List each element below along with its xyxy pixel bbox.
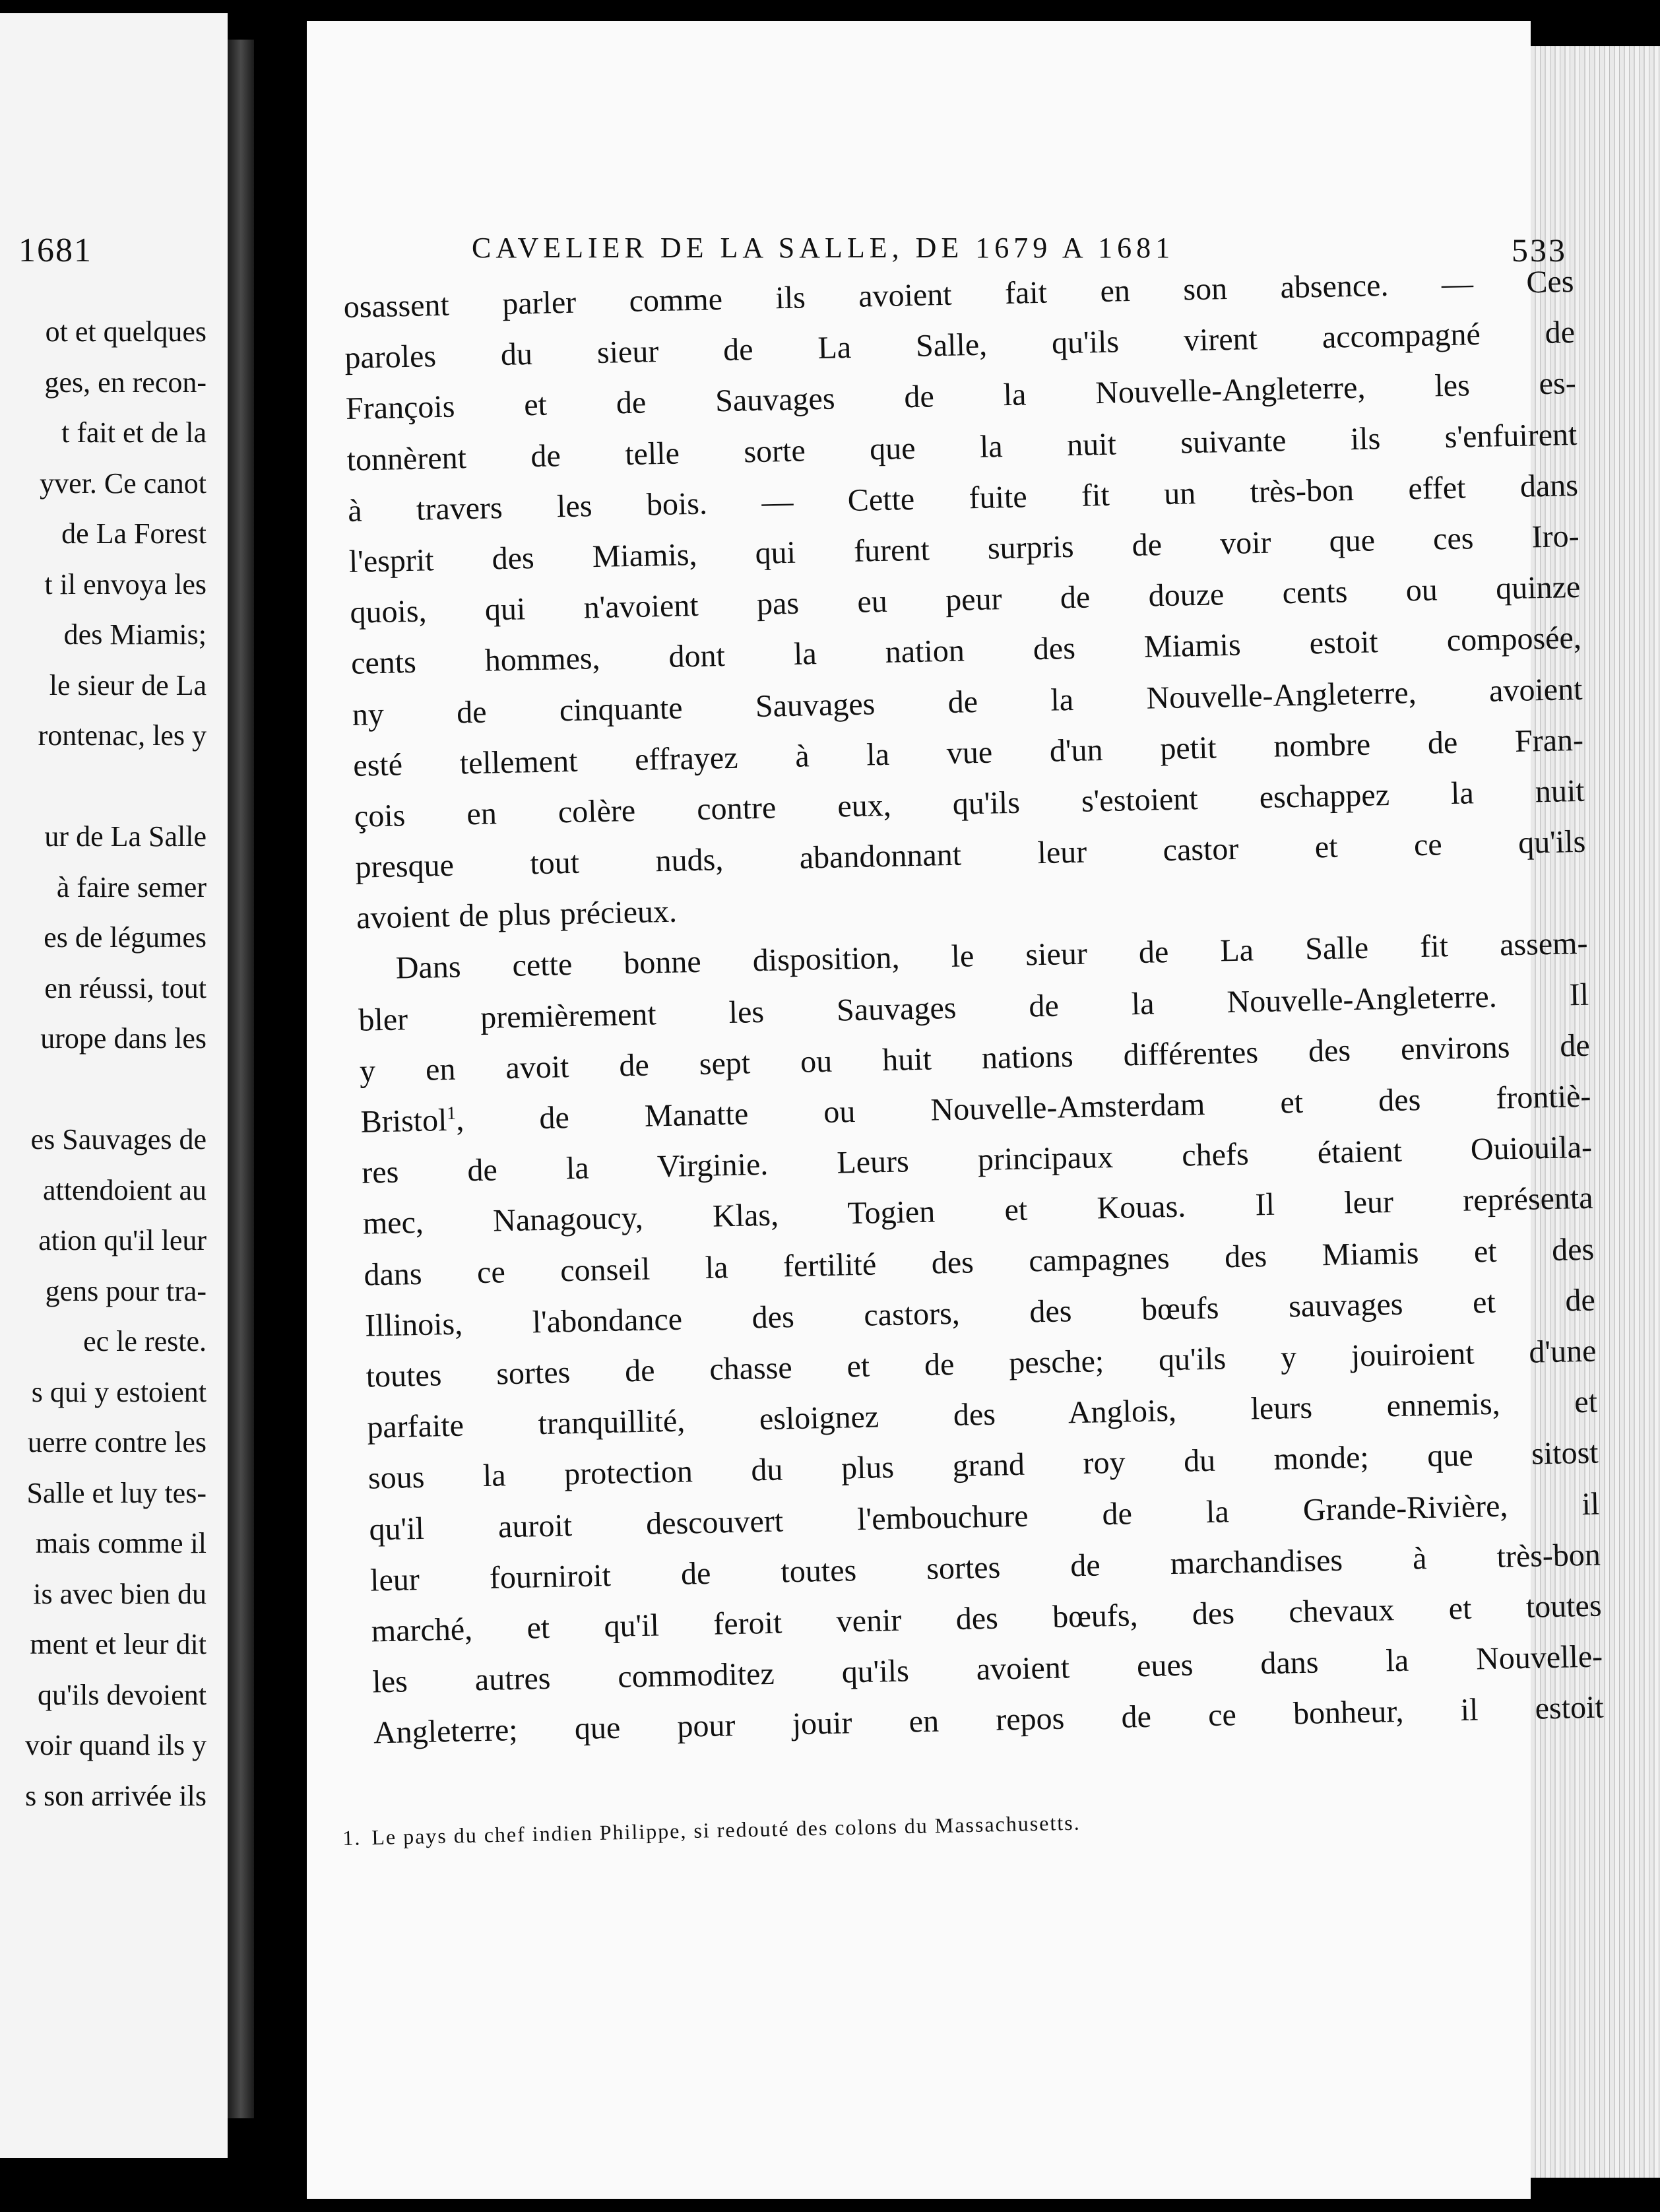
text-line: quois, qui n'avoient pas eu peur de douze cents ou quinze	[349, 569, 1581, 631]
previous-page-line: s qui y estoient	[31, 1375, 207, 1408]
text-line: y en avoit de sept ou huit nations différentes des environs de	[359, 1027, 1591, 1089]
previous-page-line: urope dans les	[40, 1022, 207, 1055]
text-line: Illinois, l'abondance des castors, des bœufs sauvages et de	[364, 1282, 1596, 1344]
previous-page-line: s son arrivée ils	[25, 1779, 207, 1812]
previous-page-line: à faire semer	[56, 870, 207, 903]
text-line: sous la protection du plus grand roy du monde; que sitost	[367, 1435, 1599, 1496]
previous-page-line: Salle et luy tes-	[26, 1476, 207, 1509]
previous-page-line: le sieur de La	[49, 668, 207, 701]
line-start: Bristol	[360, 1102, 447, 1140]
previous-page-line	[0, 762, 207, 812]
text-line: avoient de plus précieux.	[356, 894, 678, 936]
previous-page-line	[0, 1064, 207, 1115]
text-line: toutes sortes de chasse et de pesche; qu'ils y jouiroient d'une	[366, 1333, 1597, 1394]
text-line: osassent parler comme ils avoient fait en son absence. — Ces	[343, 263, 1574, 325]
previous-page-line: es Sauvages de	[30, 1123, 207, 1155]
previous-page-line: attendoient au	[42, 1173, 207, 1206]
body-text	[343, 256, 1604, 1759]
text-line: esté tellement effrayez à la vue d'un petit nombre de Fran-	[352, 722, 1584, 783]
text-line: Dans cette bonne disposition, le sieur de La Salle fit assem-	[395, 926, 1588, 986]
previous-page-line: yver. Ce canot	[40, 467, 207, 500]
page-number: 533	[1512, 232, 1567, 269]
text-line: à travers les bois. — Cette fuite fit un très-bon effet dans	[347, 467, 1579, 529]
previous-page-line: ec le reste.	[83, 1325, 207, 1357]
text-line: bler premièrement les Sauvages de la Nouvelle-Angleterre. Il	[358, 977, 1589, 1038]
previous-page-line: qu'ils devoient	[37, 1678, 207, 1711]
previous-page-line: rontenac, les y	[38, 719, 207, 752]
text-line: marché, et qu'il feroit venir des bœufs, des chevaux et toutes	[371, 1588, 1602, 1649]
text-line: leur fourniroit de toutes sortes de marchandises à très-bon	[369, 1537, 1601, 1598]
text-line: cents hommes, dont la nation des Miamis estoit composée,	[350, 620, 1582, 682]
previous-page-line: en réussi, tout	[44, 971, 207, 1004]
previous-page-line: ur de La Salle	[44, 820, 207, 853]
previous-page-line: mais comme il	[35, 1527, 207, 1559]
text-line: les autres commoditez qu'ils avoient eues dans la Nouvelle-	[371, 1639, 1603, 1700]
previous-page-line: voir quand ils y	[25, 1729, 207, 1761]
previous-page-line: ment et leur dit	[30, 1628, 207, 1660]
line-rest: , de Manatte ou Nouvelle-Amsterdam et des frontiè-	[455, 1078, 1591, 1138]
text-line: ny de cinquante Sauvages de la Nouvelle-Angleterre, avoient	[352, 671, 1583, 732]
footnote-number: 1.	[342, 1825, 362, 1850]
book-gutter	[228, 40, 254, 2118]
text-line: qu'il auroit descouvert l'embouchure de la Grande-Rivière, il	[369, 1486, 1600, 1547]
text-line: François et de Sauvages de la Nouvelle-Angleterre, les es-	[345, 366, 1577, 427]
text-line: Angleterre; que pour jouir en repos de ce bonheur, il estoit	[373, 1689, 1605, 1751]
previous-page-text	[0, 307, 207, 1821]
previous-page-line: des Miamis;	[63, 618, 207, 651]
text-line: paroles du sieur de La Salle, qu'ils virent accompagné de	[344, 315, 1576, 376]
previous-page-line: es de légumes	[44, 921, 207, 954]
previous-page-line: is avec bien du	[33, 1577, 207, 1610]
text-line: çois en colère contre eux, qu'ils s'estoient eschappez la nuit	[354, 773, 1585, 834]
running-title: CAVELIER DE LA SALLE, DE 1679 A 1681	[472, 232, 1175, 264]
previous-page-line: ation qu'il leur	[38, 1224, 207, 1256]
current-page	[307, 21, 1605, 2199]
previous-page-line: t fait et de la	[61, 416, 207, 449]
previous-page-line: t il envoya les	[44, 568, 207, 601]
text-line: l'esprit des Miamis, qui furent surpris de voir que ces Iro-	[348, 518, 1580, 579]
previous-page	[0, 13, 228, 2158]
text-line: parfaite tranquillité, esloignez des Anglois, leurs ennemis, et	[366, 1384, 1598, 1445]
footnote	[342, 1807, 1266, 1850]
previous-page-line: uerre contre les	[27, 1426, 207, 1458]
previous-page-header: 1681	[18, 232, 92, 269]
previous-page-line: ges, en recon-	[44, 366, 207, 399]
previous-page-line: gens pour tra-	[45, 1274, 207, 1307]
footnote-text: Le pays du chef indien Philippe, si redouté des colons du Massachusetts.	[371, 1810, 1081, 1850]
footnote-reference: 1	[446, 1103, 457, 1124]
text-line: presque tout nuds, abandonnant leur castor et ce qu'ils	[355, 824, 1586, 885]
text-line: mec, Nanagoucy, Klas, Togien et Kouas. Il leur représenta	[362, 1181, 1594, 1242]
text-line: dans ce conseil la fertilité des campagnes des Miamis et des	[363, 1231, 1595, 1293]
previous-page-line: ot et quelques	[45, 315, 207, 348]
previous-page-line: de La Forest	[61, 517, 207, 550]
text-line: res de la Virginie. Leurs principaux chefs étaient Ouiouila-	[361, 1129, 1593, 1190]
text-line: tonnèrent de telle sorte que la nuit suivante ils s'enfuirent	[346, 416, 1578, 478]
